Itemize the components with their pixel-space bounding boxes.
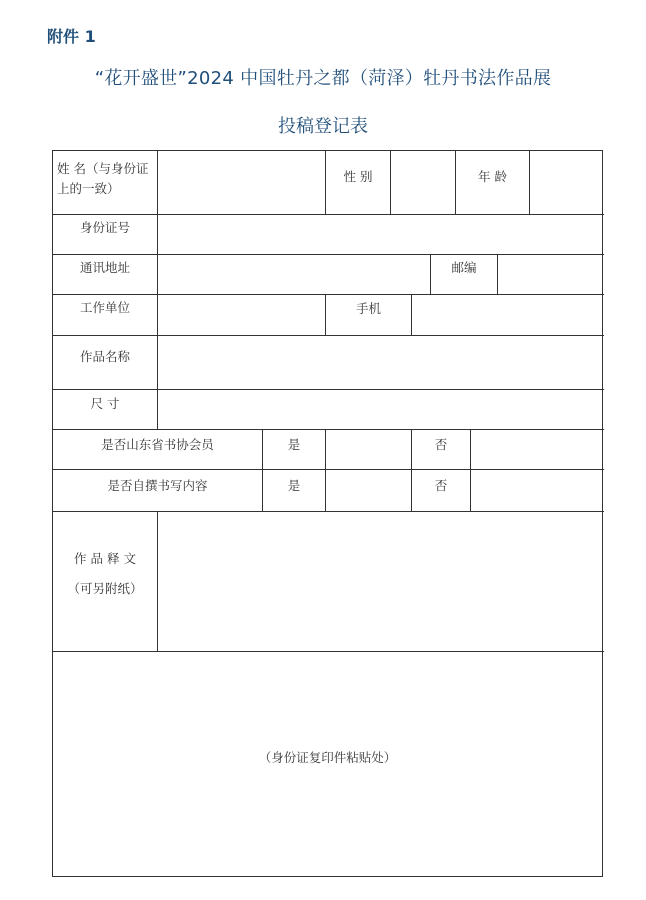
transcript-label: 作 品 释 文	[74, 551, 136, 566]
form-title: 投稿登记表	[278, 116, 368, 137]
id-number-label: 身份证号	[79, 220, 130, 235]
self-written-no-label: 否	[434, 478, 448, 493]
phone-label: 手机	[355, 301, 381, 316]
transcript-note: （可另附纸）	[67, 581, 143, 596]
phone-field[interactable]	[412, 295, 603, 335]
document-title: “花开盛世”2024 中国牡丹之都（菏泽）牡丹书法作品展	[94, 68, 552, 89]
member-no-label: 否	[434, 437, 448, 452]
work-title-label: 作品名称	[79, 349, 130, 364]
self-written-yes-label: 是	[287, 478, 301, 493]
self-written-no-checkbox[interactable]	[471, 470, 603, 511]
size-field[interactable]	[158, 390, 603, 429]
self-written-yes-checkbox[interactable]	[326, 470, 411, 511]
id-copy-area-note: （身份证复印件粘贴处）	[258, 750, 397, 765]
transcript-field[interactable]	[158, 512, 603, 651]
member-no-checkbox[interactable]	[471, 430, 603, 469]
age-field[interactable]	[530, 151, 603, 214]
address-field[interactable]	[158, 255, 430, 294]
age-label: 年 龄	[478, 169, 507, 184]
id-number-field[interactable]	[158, 215, 603, 254]
postcode-label: 邮编	[451, 260, 477, 275]
row-divider	[53, 651, 604, 652]
work-title-field[interactable]	[158, 336, 603, 389]
member-yes-label: 是	[287, 437, 301, 452]
address-label: 通讯地址	[79, 260, 130, 275]
member-label: 是否山东省书协会员	[101, 437, 214, 452]
gender-label: 性 别	[343, 169, 373, 184]
name-field[interactable]	[158, 151, 325, 214]
workplace-label: 工作单位	[79, 300, 130, 315]
name-label: 姓 名（与身份证上的一致）	[57, 161, 149, 196]
postcode-field[interactable]	[498, 255, 603, 294]
member-yes-checkbox[interactable]	[326, 430, 411, 469]
attachment-label: 附件 1	[47, 27, 96, 46]
gender-field[interactable]	[391, 151, 455, 214]
self-written-label: 是否自撰书写内容	[107, 478, 208, 493]
size-label: 尺 寸	[90, 396, 120, 411]
registration-form-table	[52, 150, 603, 877]
workplace-field[interactable]	[158, 295, 325, 335]
